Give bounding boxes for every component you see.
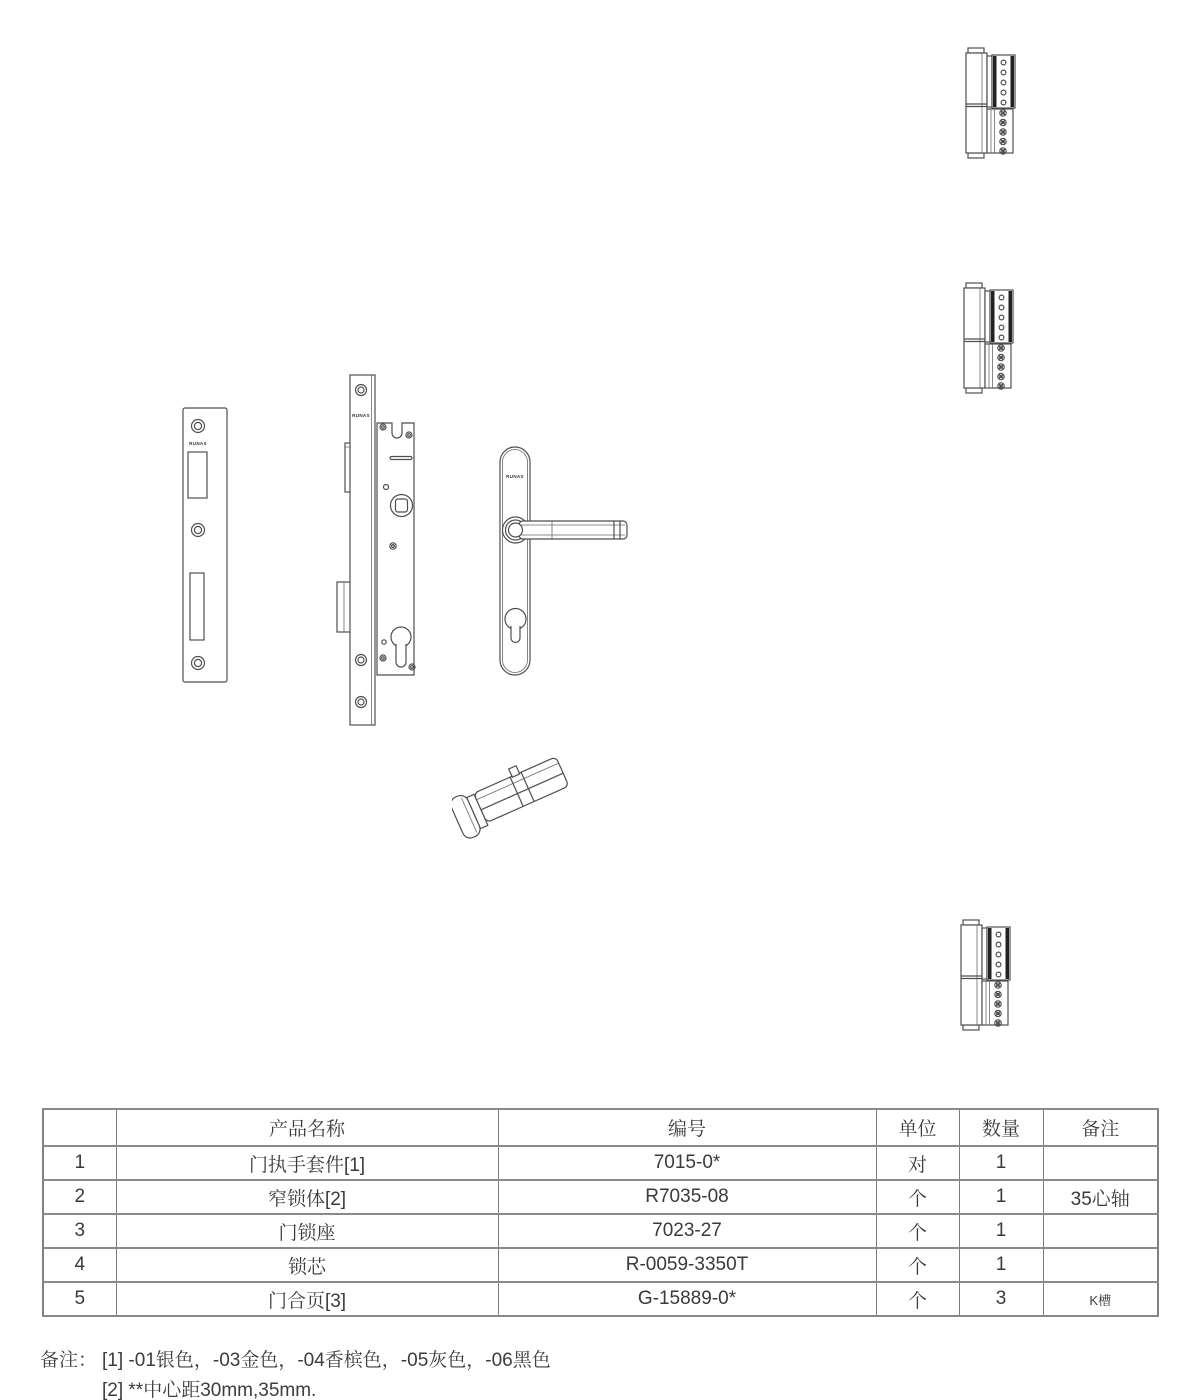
col-header-remark: 备注	[1043, 1109, 1158, 1146]
cell-code: G-15889-0*	[498, 1282, 876, 1316]
cell-name: 门合页[3]	[116, 1282, 498, 1316]
cell-remark	[1043, 1214, 1158, 1248]
cell-code: R7035-08	[498, 1180, 876, 1214]
cell-qty: 3	[959, 1282, 1043, 1316]
drawing-handle-set	[494, 442, 636, 685]
table-header-row	[43, 1109, 1158, 1146]
table-row	[43, 1214, 1158, 1248]
footnotes-label: 备注：	[40, 1350, 98, 1371]
footnote-2-text: [2] **中心距30mm,35mm.	[102, 1380, 317, 1400]
door-hinge-icon	[960, 282, 1014, 394]
cell-remark: K槽	[1043, 1282, 1158, 1316]
col-header-index	[43, 1109, 116, 1146]
cell-remark	[1043, 1146, 1158, 1180]
cell-unit: 个	[876, 1214, 959, 1248]
col-header-name: 产品名称	[116, 1109, 498, 1146]
cell-code: 7023-27	[498, 1214, 876, 1248]
cell-index: 3	[43, 1214, 116, 1248]
lock-body-icon	[334, 369, 436, 731]
cell-unit: 个	[876, 1248, 959, 1282]
footnote-1-text: [1] -01银色，-03金色，-04香槟色，-05灰色，-06黑色	[102, 1350, 551, 1371]
drawing-door-hinge-3	[957, 919, 1011, 1036]
drawing-lock-cylinder	[452, 744, 582, 853]
door-hinge-icon	[957, 919, 1011, 1031]
footnote-line-1	[40, 1346, 551, 1376]
brand-mark: RUNAS	[189, 441, 207, 446]
cell-name: 锁芯	[116, 1248, 498, 1282]
cell-qty: 1	[959, 1214, 1043, 1248]
cell-name: 窄锁体[2]	[116, 1180, 498, 1214]
cell-index: 4	[43, 1248, 116, 1282]
cell-name: 门执手套件[1]	[116, 1146, 498, 1180]
cell-index: 2	[43, 1180, 116, 1214]
door-handle-icon	[494, 442, 636, 680]
cell-unit: 个	[876, 1180, 959, 1214]
drawing-strike-plate	[182, 407, 228, 688]
cell-unit: 个	[876, 1282, 959, 1316]
col-header-code: 编号	[498, 1109, 876, 1146]
cell-qty: 1	[959, 1180, 1043, 1214]
table-row	[43, 1282, 1158, 1316]
col-header-unit: 单位	[876, 1109, 959, 1146]
cell-code: 7015-0*	[498, 1146, 876, 1180]
cell-code: R-0059-3350T	[498, 1248, 876, 1282]
cell-remark	[1043, 1248, 1158, 1282]
footnotes	[40, 1346, 551, 1400]
cell-index: 1	[43, 1146, 116, 1180]
lock-cylinder-icon	[452, 744, 582, 848]
brand-mark: RUNAS	[352, 413, 370, 418]
cell-index: 5	[43, 1282, 116, 1316]
door-hinge-icon	[962, 47, 1016, 159]
brand-mark: RUNAS	[506, 474, 524, 479]
drawing-lock-body	[334, 369, 436, 736]
footnote-line-2	[102, 1376, 551, 1400]
cell-qty: 1	[959, 1146, 1043, 1180]
table-row	[43, 1180, 1158, 1214]
bom-table	[42, 1108, 1159, 1317]
cell-unit: 对	[876, 1146, 959, 1180]
drawing-door-hinge-1	[962, 47, 1016, 164]
col-header-qty: 数量	[959, 1109, 1043, 1146]
cell-qty: 1	[959, 1248, 1043, 1282]
table-row	[43, 1146, 1158, 1180]
strike-plate-icon	[182, 407, 228, 683]
cell-name: 门锁座	[116, 1214, 498, 1248]
table-row	[43, 1248, 1158, 1282]
drawing-door-hinge-2	[960, 282, 1014, 399]
cell-remark: 35心轴	[1043, 1180, 1158, 1214]
